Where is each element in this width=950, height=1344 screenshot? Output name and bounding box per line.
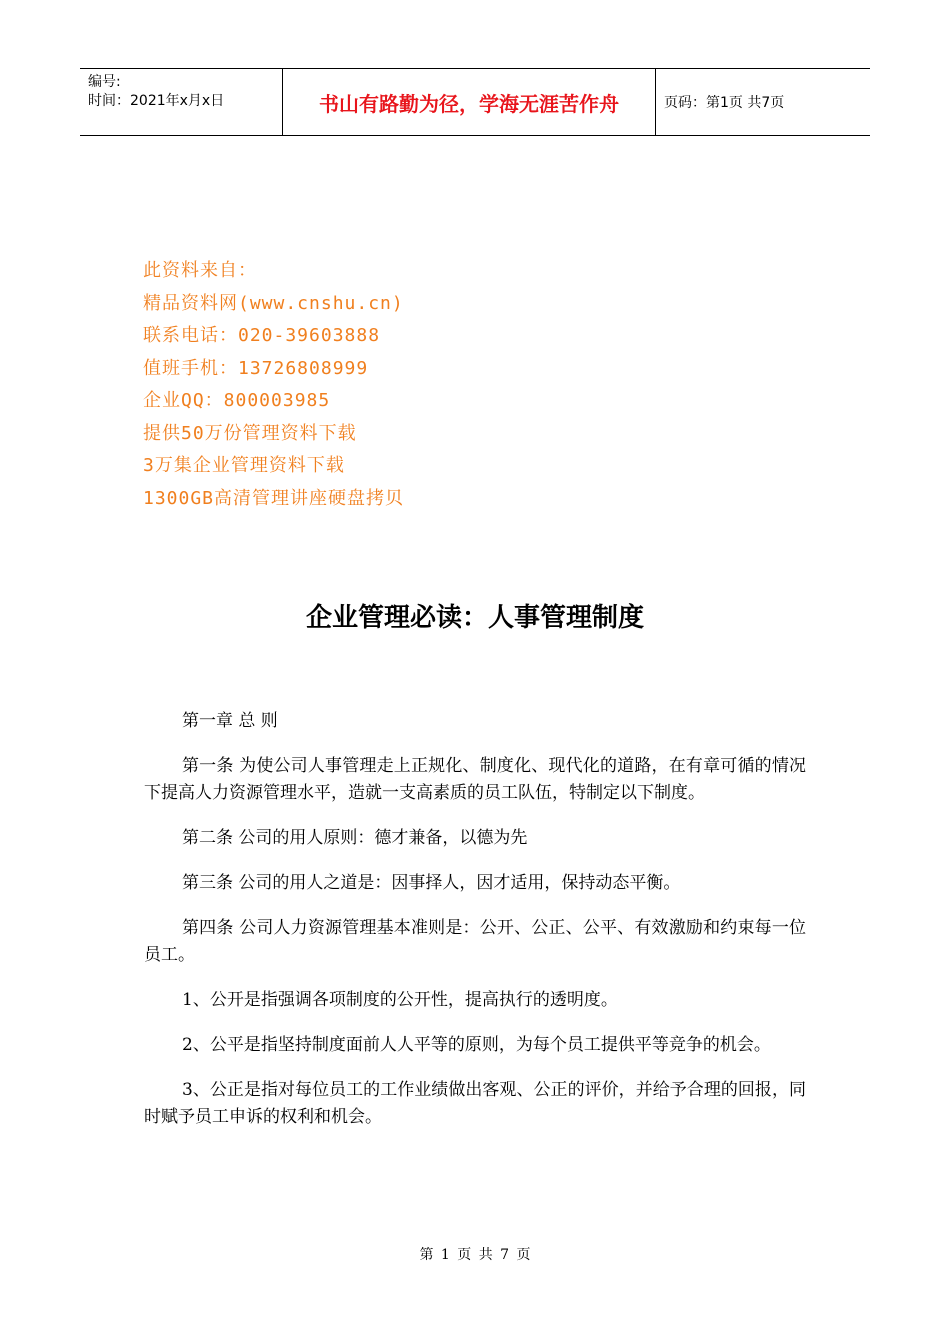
document-title: 企业管理必读：人事管理制度 bbox=[305, 603, 644, 633]
chapter-heading: 第一章 总 则 bbox=[182, 711, 278, 731]
header-page-info: 页码：第1页 共7页 bbox=[664, 95, 785, 111]
header-motto: 书山有路勤为径，学海无涯苦作舟 bbox=[282, 69, 656, 135]
document-number-label: 编号: bbox=[88, 74, 121, 90]
document-body bbox=[144, 708, 806, 1149]
article-paragraph: 第二条 公司的用人原则：德才兼备，以德为先 bbox=[182, 828, 528, 848]
header-left-cell bbox=[80, 69, 282, 135]
promo-line: 此资料来自： bbox=[143, 260, 257, 281]
promo-line: 精品资料网(www.cnshu.cn) bbox=[143, 292, 404, 314]
list-item: 1、公开是指强调各项制度的公开性，提高执行的透明度。 bbox=[182, 990, 618, 1010]
promo-line: 值班手机：13726808999 bbox=[143, 357, 369, 379]
list-item: 3、公正是指对每位员工的工作业绩做出客观、公正的评价，并给予合理的回报，同时赋予员工申诉的权利和机会。 bbox=[144, 1080, 806, 1127]
article-paragraph: 第四条 公司人力资源管理基本准则是：公开、公正、公平、有效激励和约束每一位员工。 bbox=[144, 918, 806, 965]
promo-line: 企业QQ：800003985 bbox=[143, 390, 331, 411]
promo-line: 联系电话：020-39603888 bbox=[143, 325, 381, 346]
promo-line: 3万集企业管理资料下载 bbox=[143, 455, 345, 476]
header-table bbox=[80, 68, 870, 136]
promo-line: 提供50万份管理资料下载 bbox=[143, 422, 357, 444]
document-date: 时间：2021年x月x日 bbox=[88, 93, 225, 109]
article-paragraph: 第三条 公司的用人之道是：因事择人，因才适用，保持动态平衡。 bbox=[182, 873, 681, 893]
page-footer: 第 1 页 共 7 页 bbox=[419, 1247, 531, 1263]
promo-line: 1300GB高清管理讲座硬盘拷贝 bbox=[143, 487, 405, 509]
promo-block bbox=[143, 255, 404, 515]
article-paragraph: 第一条 为使公司人事管理走上正规化、制度化、现代化的道路，在有章可循的情况下提高人力资源管理水平，造就一支高素质的员工队伍，特制定以下制度。 bbox=[144, 756, 806, 803]
list-item: 2、公平是指坚持制度面前人人平等的原则，为每个员工提供平等竞争的机会。 bbox=[182, 1035, 771, 1055]
